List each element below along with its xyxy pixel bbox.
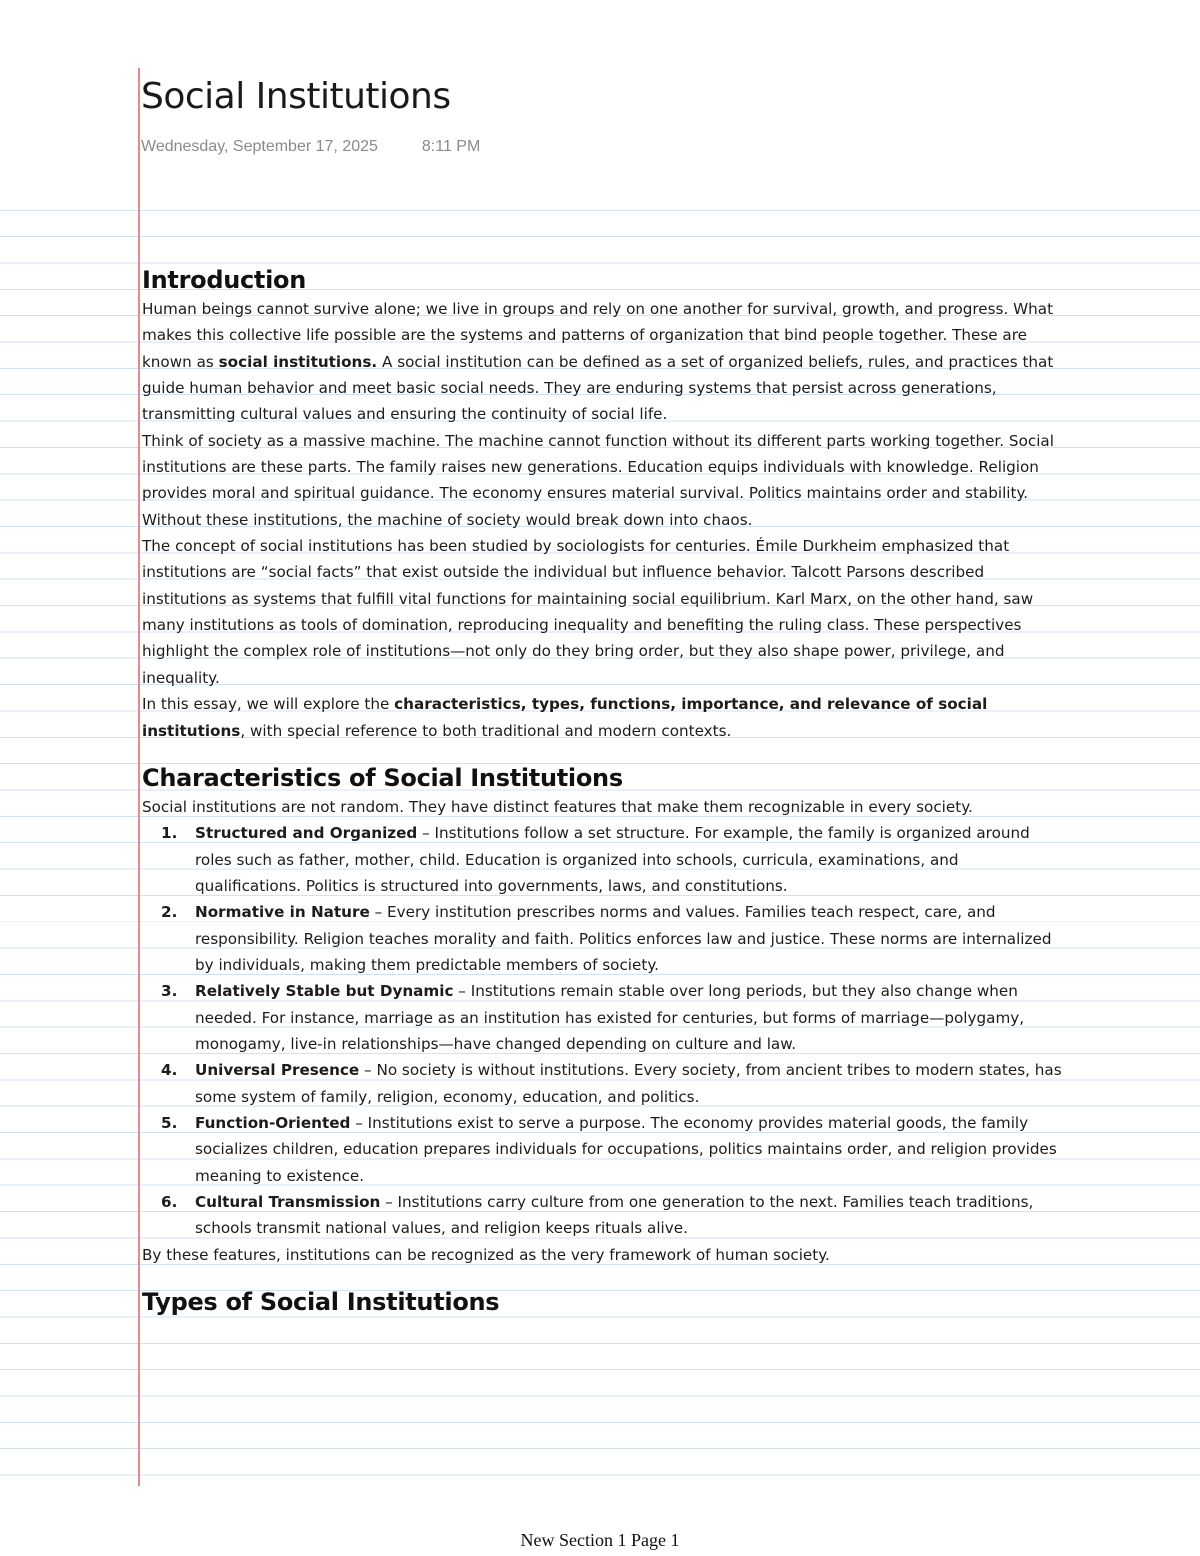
- intro-paragraph-1: Human beings cannot survive alone; we live in groups and rely on one another for survival, growth, and progress. What makes this collective life possible are the systems and patterns of organization that bind people together. These are known as social institutions. A social institution can be defined as a set of organized beliefs, rules, and practices that guide human behavior and meet basic social needs. They are enduring systems that persist across generations, transmitting cultural values and ensuring the continuity of social life.: [142, 300, 1054, 424]
- list-item: [161, 1057, 1062, 1110]
- page-date: Wednesday, September 17, 2025: [141, 138, 378, 155]
- list-number: 4.: [161, 1061, 178, 1080]
- characteristics-lead: Social institutions are not random. They have distinct features that make them recognizable in every society.: [142, 797, 973, 816]
- intro-paragraph-3: The concept of social institutions has been studied by sociologists for centuries. Émile Durkheim emphasized that institutions are “social facts” that exist outside the individual but influence behavior. Talcott Parsons described institutions as systems that fulfill vital functions for maintaining social equilibrium. Karl Marx, on the other hand, saw many institutions as tools of domination, reproducing inequality and benefiting the ruling class. These perspectives highlight the complex role of institutions—not only do they bring order, but they also shape power, privilege, and inequality.: [142, 537, 1034, 687]
- heading-introduction: Introduction: [142, 266, 306, 294]
- item-text: – Institutions remain stable over long periods, but they also change when needed. For instance, marriage as an institution has existed for centuries, but forms of marriage—polygamy, monogamy, live-in relationships—have changed depending on culture and law.: [195, 982, 1025, 1053]
- margin-line: [138, 68, 140, 1486]
- intro-paragraph-2: Think of society as a massive machine. The machine cannot function without its different parts working together. Social institutions are these parts. The family raises new generations. Education equips individuals with knowledge. Religion provides moral and spiritual guidance. The economy ensures material survival. Politics maintains order and stability. Without these institutions, the machine of society would break down into chaos.: [142, 431, 1054, 529]
- page-time: 8:11 PM: [421, 138, 481, 155]
- item-term: Universal Presence: [195, 1061, 360, 1080]
- item-term: Function-Oriented: [195, 1113, 351, 1132]
- characteristics-closing: By these features, institutions can be recognized as the very framework of human society.: [142, 1245, 830, 1264]
- page-title[interactable]: Social Institutions: [141, 76, 451, 117]
- list-item: [161, 1110, 1062, 1189]
- item-text: – Every institution prescribes norms and values. Families teach respect, care, and responsibility. Religion teaches morality and faith. Politics enforces law and justice. These norms are internalized by individuals, making them predictable members of society.: [195, 903, 1052, 974]
- item-term: Normative in Nature: [195, 903, 370, 922]
- list-item: [161, 820, 1062, 899]
- item-term: Structured and Organized: [195, 824, 418, 843]
- note-body[interactable]: [142, 264, 1062, 1318]
- intro-paragraph-4: In this essay, we will explore the characteristics, types, functions, importance, and relevance of social institutions, with special reference to both traditional and modern contexts.: [142, 695, 988, 740]
- list-number: 1.: [161, 824, 178, 843]
- page-footer: New Section 1 Page 1: [520, 1530, 680, 1550]
- page-date-time: [141, 138, 524, 156]
- list-number: 3.: [161, 982, 178, 1001]
- item-text: – Institutions exist to serve a purpose. The economy provides material goods, the family socializes children, education prepares individuals for occupations, politics maintains order, and religion provides meaning to existence.: [195, 1113, 1057, 1185]
- list-item: [161, 978, 1062, 1057]
- characteristics-list: [142, 820, 1062, 1242]
- heading-characteristics: Characteristics of Social Institutions: [142, 763, 623, 792]
- list-item: [161, 899, 1062, 978]
- list-item: [161, 1189, 1062, 1242]
- item-text: – Institutions carry culture from one generation to the next. Families teach traditions, schools transmit national values, and religion keeps rituals alive.: [195, 1193, 1034, 1238]
- list-number: 5.: [161, 1113, 178, 1132]
- heading-types: Types of Social Institutions: [142, 1288, 500, 1317]
- item-term: Cultural Transmission: [195, 1193, 381, 1211]
- list-number: 2.: [161, 903, 178, 922]
- item-text: – No society is without institutions. Every society, from ancient tribes to modern states, has some system of family, religion, economy, education, and politics.: [195, 1061, 1062, 1106]
- item-text: – Institutions follow a set structure. For example, the family is organized around roles such as father, mother, child. Education is organized into schools, curricula, examinations, and qualifications. Politics is structured into governments, laws, and constitutions.: [195, 824, 1030, 895]
- item-term: Relatively Stable but Dynamic: [195, 982, 454, 1001]
- list-number: 6.: [161, 1193, 178, 1211]
